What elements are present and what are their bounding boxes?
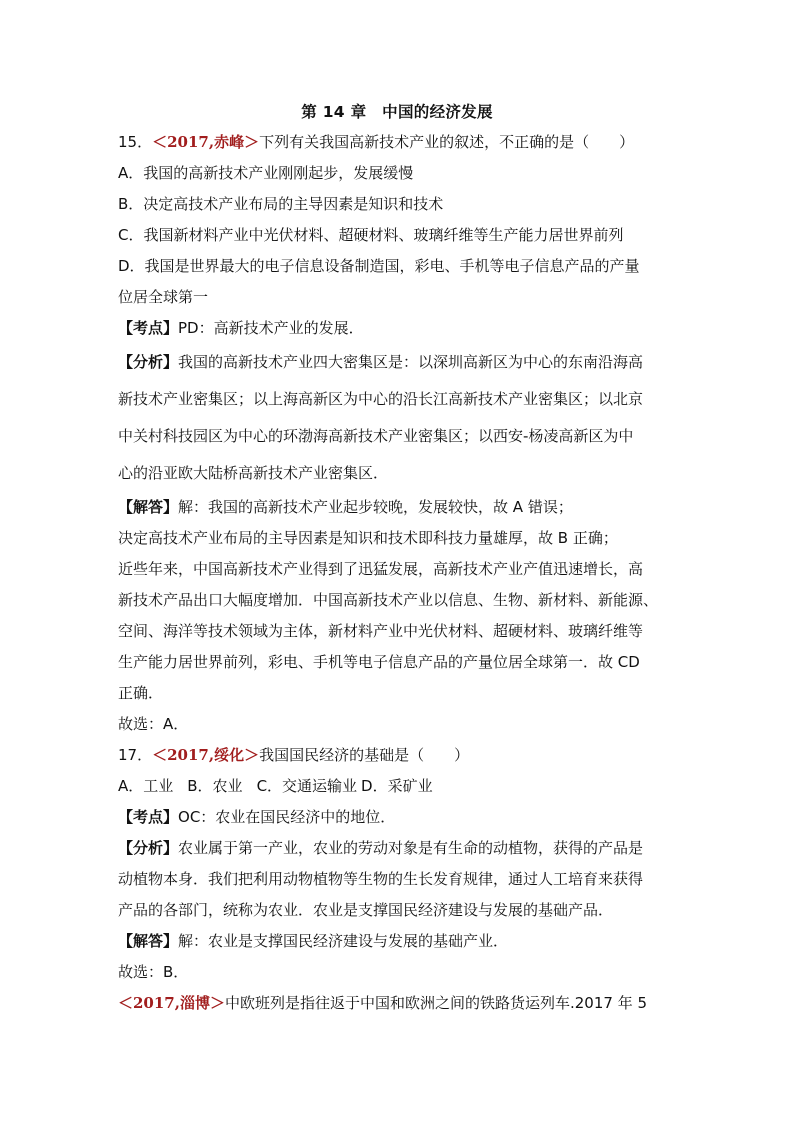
q-next-source: ＜2017,淄博＞ — [118, 994, 225, 1012]
q15-number: 15． — [118, 133, 153, 151]
q15-jieda-line: 近些年来，中国高新技术产业得到了迅猛发展，高新技术产业产值迅速增长，高 — [118, 560, 644, 578]
q17-fenxi-line: 农业属于第一产业，农业的劳动对象是有生命的动植物，获得的产品是 — [178, 839, 644, 857]
q17-stem-text: 我国国民经济的基础是（ ） — [259, 746, 470, 764]
q-next-stem — [118, 988, 678, 1019]
q17-fenxi-line: 动植物本身．我们把利用动物植物等生物的生长发育规律，通过人工培育来获得 — [118, 870, 644, 888]
q15-jieda — [118, 492, 678, 523]
q15-kaodian — [118, 313, 678, 344]
q15-answer: 故选：A． — [118, 715, 189, 733]
q17-source: ＜2017,绥化＞ — [152, 746, 260, 764]
q15-jieda-line: 正确． — [118, 684, 164, 702]
q17-number: 17． — [118, 746, 153, 764]
q15-fenxi-line: 我国的高新技术产业四大密集区是：以深圳高新区为中心的东南沿海高 — [178, 353, 644, 371]
q15-option-d: D．我国是世界最大的电子信息设备制造国，彩电、手机等电子信息产品的产量 — [118, 257, 640, 275]
q17-option-c: C．交通运输业 — [256, 777, 358, 795]
q15-jieda-first: 解：我国的高新技术产业起步较晚，发展较快，故 A 错误； — [178, 498, 573, 516]
q15-option-b: B．决定高技术产业布局的主导因素是知识和技术 — [118, 195, 444, 213]
q17-kaodian — [118, 802, 678, 833]
q15-kaodian-text: PD：高新技术产业的发展． — [178, 319, 364, 337]
q17-kaodian-text: OC：农业在国民经济中的地位． — [178, 808, 396, 826]
q15-stem-text: 下列有关我国高新技术产业的叙述，不正确的是（ ） — [259, 133, 635, 151]
q15-jieda-line: 决定高技术产业布局的主导因素是知识和技术即科技力量雄厚，故 B 正确； — [118, 529, 618, 547]
q15-jieda-line: 生产能力居世界前列，彩电、手机等电子信息产品的产量位居全球第一．故 CD — [118, 653, 640, 671]
q17-jieda — [118, 926, 678, 957]
question-content — [118, 127, 678, 1019]
q15-fenxi-line: 新技术产业密集区；以上海高新区为中心的沿长江高新技术产业密集区；以北京 — [118, 390, 644, 408]
q17-stem — [118, 740, 678, 771]
q17-fenxi-line: 产品的各部门，统称为农业．农业是支撑国民经济建设与发展的基础产品． — [118, 901, 614, 919]
q15-option-c: C．我国新材料产业中光伏材料、超硬材料、玻璃纤维等生产能力居世界前列 — [118, 226, 624, 244]
q15-fenxi-tag: 【分析】 — [118, 353, 179, 371]
q15-jieda-tag: 【解答】 — [118, 498, 179, 516]
q17-answer: 故选：B． — [118, 963, 189, 981]
q17-options — [118, 771, 678, 802]
q15-jieda-line: 空间、海洋等技术领域为主体，新材料产业中光伏材料、超硬材料、玻璃纤维等 — [118, 622, 644, 640]
q15-stem — [118, 127, 678, 158]
q17-fenxi-tag: 【分析】 — [118, 839, 179, 857]
q15-fenxi-line: 中关村科技园区为中心的环渤海高新技术产业密集区；以西安-杨凌高新区为中 — [118, 427, 634, 445]
q17-jieda-text: 解：农业是支撑国民经济建设与发展的基础产业． — [178, 932, 509, 950]
q17-option-d: D．采矿业 — [361, 777, 433, 795]
q15-fenxi — [118, 344, 678, 381]
q17-option-a: A．工业 — [118, 777, 174, 795]
q15-source: ＜2017,赤峰＞ — [152, 133, 260, 151]
q15-option-a: A．我国的高新技术产业刚刚起步，发展缓慢 — [118, 164, 414, 182]
q15-jieda-line: 新技术产品出口大幅度增加．中国高新技术产业以信息、生物、新材料、新能源、 — [118, 591, 659, 609]
q15-fenxi-line: 心的沿亚欧大陆桥高新技术产业密集区． — [118, 464, 389, 482]
q15-option-d-cont: 位居全球第一 — [118, 288, 209, 306]
q17-fenxi — [118, 833, 678, 864]
q15-kaodian-tag: 【考点】 — [118, 319, 179, 337]
q17-jieda-tag: 【解答】 — [118, 932, 179, 950]
q17-option-b: B．农业 — [187, 777, 243, 795]
chapter-title: 第 14 章 中国的经济发展 — [301, 103, 493, 121]
q17-kaodian-tag: 【考点】 — [118, 808, 179, 826]
q-next-text: 中欧班列是指往返于中国和欧洲之间的铁路货运列车.2017 年 5 — [224, 994, 648, 1012]
